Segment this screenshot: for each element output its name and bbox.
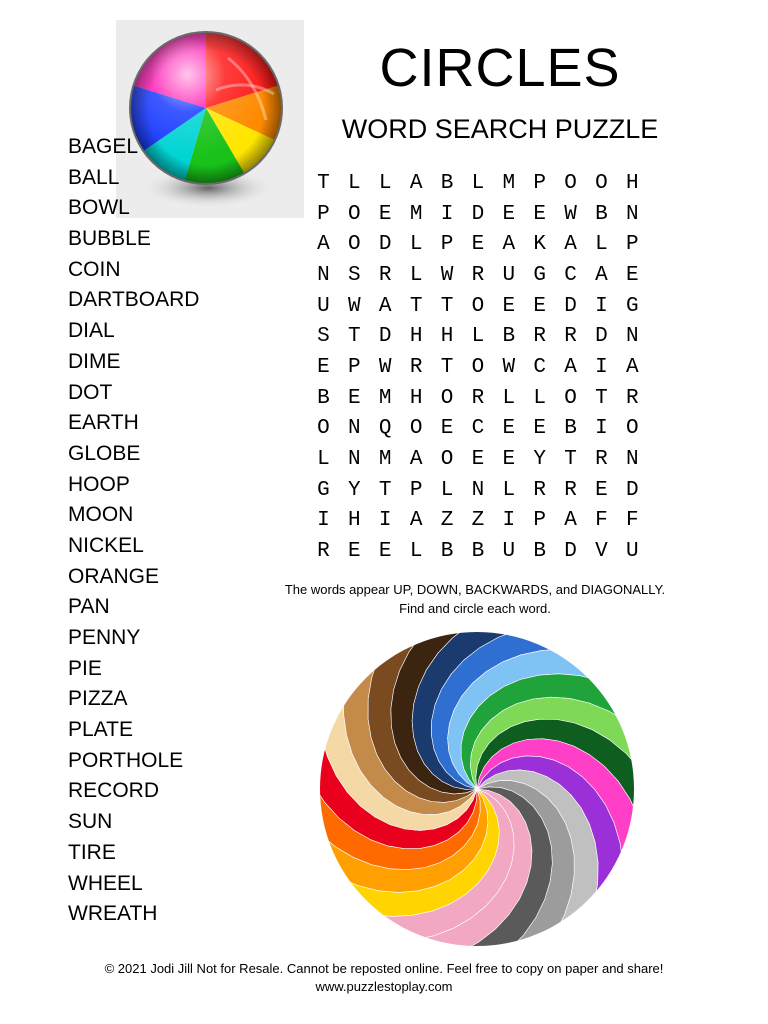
instructions: [250, 580, 700, 618]
list-item: TIRE: [68, 840, 116, 864]
grid-cell[interactable]: A: [409, 171, 423, 195]
instructions-line: The words appear UP, DOWN, BACKWARDS, and DIAGONALLY.: [284, 582, 666, 597]
grid-cell[interactable]: Z: [471, 509, 485, 533]
grid-cell[interactable]: A: [564, 233, 577, 257]
grid-cell[interactable]: N: [348, 448, 361, 472]
grid-cell[interactable]: O: [348, 233, 361, 257]
grid-cell[interactable]: R: [564, 478, 577, 502]
grid-cell[interactable]: I: [595, 417, 608, 441]
grid-cell[interactable]: A: [595, 263, 608, 287]
grid-cell[interactable]: S: [317, 325, 330, 349]
grid-cell[interactable]: K: [533, 233, 546, 257]
grid-cell[interactable]: T: [348, 325, 361, 349]
list-item: BAGEL: [68, 135, 139, 158]
grid-cell[interactable]: E: [595, 478, 608, 502]
grid-row: [308, 168, 648, 199]
grid-cell[interactable]: L: [440, 478, 454, 502]
grid-cell[interactable]: D: [595, 325, 608, 349]
grid-cell[interactable]: B: [502, 325, 516, 349]
grid-cell[interactable]: V: [595, 540, 608, 564]
grid-cell[interactable]: B: [564, 417, 577, 441]
grid-cell[interactable]: L: [348, 171, 361, 195]
grid-cell[interactable]: P: [533, 171, 546, 195]
grid-cell[interactable]: E: [533, 294, 546, 318]
grid-row: [308, 536, 648, 567]
grid-cell[interactable]: B: [440, 540, 454, 564]
rainbow-swirl-image: [318, 630, 636, 948]
list-item: DIME: [68, 349, 121, 373]
grid-cell[interactable]: E: [348, 386, 361, 410]
grid-cell[interactable]: O: [471, 294, 485, 318]
grid-cell[interactable]: L: [533, 386, 546, 410]
grid-cell[interactable]: R: [595, 448, 608, 472]
grid-cell[interactable]: P: [626, 233, 639, 257]
grid-cell[interactable]: W: [348, 294, 361, 318]
grid-cell[interactable]: E: [502, 294, 516, 318]
grid-row: [308, 414, 648, 445]
grid-cell[interactable]: A: [564, 355, 577, 379]
grid-cell[interactable]: A: [378, 294, 392, 318]
grid-cell[interactable]: L: [595, 233, 608, 257]
grid-cell[interactable]: B: [440, 171, 454, 195]
grid-cell[interactable]: D: [471, 202, 485, 226]
grid-cell[interactable]: C: [533, 355, 546, 379]
grid-cell[interactable]: I: [595, 294, 608, 318]
grid-cell[interactable]: L: [471, 171, 485, 195]
grid-cell[interactable]: I: [317, 509, 330, 533]
grid-cell[interactable]: A: [626, 355, 639, 379]
grid-cell[interactable]: E: [348, 540, 361, 564]
grid-cell[interactable]: R: [471, 386, 485, 410]
grid-cell[interactable]: B: [471, 540, 485, 564]
grid-cell[interactable]: P: [317, 202, 330, 226]
grid-row: [308, 199, 648, 230]
grid-cell[interactable]: E: [502, 202, 516, 226]
grid-cell[interactable]: H: [348, 509, 361, 533]
grid-cell[interactable]: E: [533, 202, 546, 226]
grid-cell[interactable]: I: [595, 355, 608, 379]
grid-cell[interactable]: H: [409, 325, 423, 349]
instructions-line: Find and circle each word.: [399, 601, 551, 616]
word-list: [68, 132, 199, 930]
list-item: WHEEL: [68, 871, 143, 895]
grid-cell[interactable]: G: [626, 294, 639, 318]
grid-cell[interactable]: I: [440, 202, 454, 226]
grid-cell[interactable]: E: [533, 417, 546, 441]
grid-cell[interactable]: O: [595, 171, 608, 195]
grid-cell[interactable]: F: [595, 509, 608, 533]
grid-cell[interactable]: N: [471, 478, 485, 502]
grid-cell[interactable]: L: [502, 386, 516, 410]
grid-cell[interactable]: O: [626, 417, 639, 441]
grid-cell[interactable]: H: [440, 325, 454, 349]
list-item: PENNY: [68, 626, 141, 649]
grid-cell[interactable]: R: [317, 540, 330, 564]
grid-row: [308, 506, 648, 537]
grid-row: [308, 291, 648, 322]
grid-cell[interactable]: O: [471, 355, 485, 379]
letter-grid: [308, 168, 648, 567]
grid-cell[interactable]: R: [626, 386, 639, 410]
grid-cell[interactable]: E: [378, 540, 392, 564]
grid-cell[interactable]: E: [502, 448, 516, 472]
grid-cell[interactable]: L: [409, 233, 423, 257]
grid-cell[interactable]: E: [440, 417, 454, 441]
grid-cell[interactable]: N: [626, 202, 639, 226]
grid-cell[interactable]: R: [378, 263, 392, 287]
grid-cell[interactable]: B: [533, 540, 546, 564]
list-item: DARTBOARD: [68, 288, 200, 312]
grid-cell[interactable]: T: [317, 171, 330, 195]
grid-row: [308, 260, 648, 291]
grid-cell[interactable]: A: [502, 233, 516, 257]
grid-cell[interactable]: T: [595, 386, 608, 410]
grid-cell[interactable]: H: [626, 171, 639, 195]
grid-row: [308, 321, 648, 352]
grid-cell[interactable]: P: [533, 509, 546, 533]
grid-cell[interactable]: T: [409, 294, 423, 318]
page-subtitle: WORD SEARCH PUZZLE: [341, 114, 659, 144]
grid-cell[interactable]: L: [409, 540, 423, 564]
grid-cell[interactable]: D: [626, 478, 639, 502]
list-item: HOOP: [68, 472, 130, 496]
grid-cell[interactable]: A: [409, 448, 423, 472]
grid-cell[interactable]: N: [348, 417, 361, 441]
grid-cell[interactable]: P: [348, 355, 361, 379]
grid-cell[interactable]: W: [502, 355, 516, 379]
list-item: PIE: [68, 656, 102, 680]
grid-cell[interactable]: W: [564, 202, 577, 226]
grid-cell[interactable]: E: [502, 417, 516, 441]
list-item: ORANGE: [68, 564, 160, 588]
grid-cell[interactable]: A: [409, 509, 423, 533]
grid-cell[interactable]: T: [564, 448, 577, 472]
grid-cell[interactable]: R: [564, 325, 577, 349]
grid-cell[interactable]: W: [440, 263, 454, 287]
grid-cell[interactable]: C: [564, 263, 577, 287]
grid-cell[interactable]: Z: [440, 509, 454, 533]
grid-cell[interactable]: T: [440, 355, 454, 379]
grid-cell[interactable]: S: [348, 263, 361, 287]
grid-cell[interactable]: O: [409, 417, 423, 441]
grid-cell[interactable]: O: [564, 171, 577, 195]
grid-cell[interactable]: I: [378, 509, 392, 533]
grid-cell[interactable]: E: [378, 202, 392, 226]
grid-cell[interactable]: A: [564, 509, 577, 533]
grid-cell[interactable]: U: [502, 540, 516, 564]
grid-cell[interactable]: T: [440, 294, 454, 318]
grid-cell[interactable]: R: [409, 355, 423, 379]
grid-cell[interactable]: G: [533, 263, 546, 287]
list-item: PLATE: [68, 718, 133, 742]
grid-cell[interactable]: O: [440, 448, 454, 472]
list-item: COIN: [68, 257, 121, 281]
grid-cell[interactable]: U: [317, 294, 330, 318]
grid-cell[interactable]: D: [378, 233, 392, 257]
grid-row: [308, 444, 648, 475]
grid-cell[interactable]: E: [471, 448, 485, 472]
grid-cell[interactable]: N: [626, 448, 639, 472]
grid-cell[interactable]: O: [564, 386, 577, 410]
grid-cell[interactable]: D: [564, 540, 577, 564]
website-link[interactable]: www.puzzlestoplay.com: [315, 979, 453, 994]
list-item: DOT: [68, 380, 113, 404]
grid-cell[interactable]: W: [378, 355, 392, 379]
grid-row: [308, 352, 648, 383]
grid-cell[interactable]: E: [317, 355, 330, 379]
list-item: BUBBLE: [68, 227, 151, 251]
list-item: PIZZA: [68, 687, 128, 711]
grid-cell[interactable]: F: [626, 509, 639, 533]
list-item: SUN: [68, 810, 113, 834]
grid-cell[interactable]: E: [626, 263, 639, 287]
grid-cell[interactable]: U: [626, 540, 639, 564]
list-item: BOWL: [68, 196, 130, 220]
grid-cell[interactable]: B: [317, 386, 330, 410]
list-item: MOON: [68, 503, 134, 527]
page-title: CIRCLES: [379, 38, 621, 98]
grid-cell[interactable]: O: [348, 202, 361, 226]
grid-cell[interactable]: Q: [378, 417, 392, 441]
grid-cell[interactable]: M: [378, 386, 392, 410]
grid-cell[interactable]: R: [533, 325, 546, 349]
grid-cell[interactable]: C: [471, 417, 485, 441]
grid-cell[interactable]: M: [409, 202, 423, 226]
list-item: GLOBE: [68, 441, 141, 465]
grid-cell[interactable]: P: [409, 478, 423, 502]
grid-cell[interactable]: U: [502, 263, 516, 287]
list-item: PAN: [68, 595, 110, 619]
grid-cell[interactable]: L: [317, 448, 330, 472]
list-item: NICKEL: [68, 533, 144, 557]
grid-cell[interactable]: M: [502, 171, 516, 195]
grid-cell[interactable]: T: [378, 478, 392, 502]
grid-cell[interactable]: R: [471, 263, 485, 287]
footer: [0, 960, 768, 996]
list-item: PORTHOLE: [68, 748, 184, 772]
grid-cell[interactable]: A: [317, 233, 330, 257]
grid-cell[interactable]: H: [409, 386, 423, 410]
grid-cell[interactable]: N: [626, 325, 639, 349]
grid-row: [308, 383, 648, 414]
list-item: DIAL: [68, 319, 115, 343]
grid-cell[interactable]: P: [440, 233, 454, 257]
grid-cell[interactable]: Y: [533, 448, 546, 472]
grid-cell[interactable]: Y: [348, 478, 361, 502]
grid-row: [308, 229, 648, 260]
list-item: WREATH: [68, 902, 158, 926]
grid-cell[interactable]: O: [440, 386, 454, 410]
list-item: EARTH: [68, 411, 139, 435]
copyright-notice: © 2021 Jodi Jill Not for Resale. Cannot be reposted online. Feel free to copy on paper and share!: [104, 961, 664, 976]
grid-cell[interactable]: D: [378, 325, 392, 349]
list-item: RECORD: [68, 779, 160, 803]
grid-cell[interactable]: E: [471, 233, 485, 257]
grid-row: [308, 475, 648, 506]
list-item: BALL: [68, 165, 120, 189]
grid-cell[interactable]: I: [502, 509, 516, 533]
grid-cell[interactable]: O: [317, 417, 330, 441]
grid-cell[interactable]: D: [564, 294, 577, 318]
grid-cell[interactable]: N: [317, 263, 330, 287]
grid-cell[interactable]: R: [533, 478, 546, 502]
grid-cell[interactable]: G: [317, 478, 330, 502]
grid-cell[interactable]: L: [409, 263, 423, 287]
grid-cell[interactable]: L: [471, 325, 485, 349]
grid-cell[interactable]: M: [378, 448, 392, 472]
grid-cell[interactable]: B: [595, 202, 608, 226]
grid-cell[interactable]: L: [378, 171, 392, 195]
grid-cell[interactable]: L: [502, 478, 516, 502]
